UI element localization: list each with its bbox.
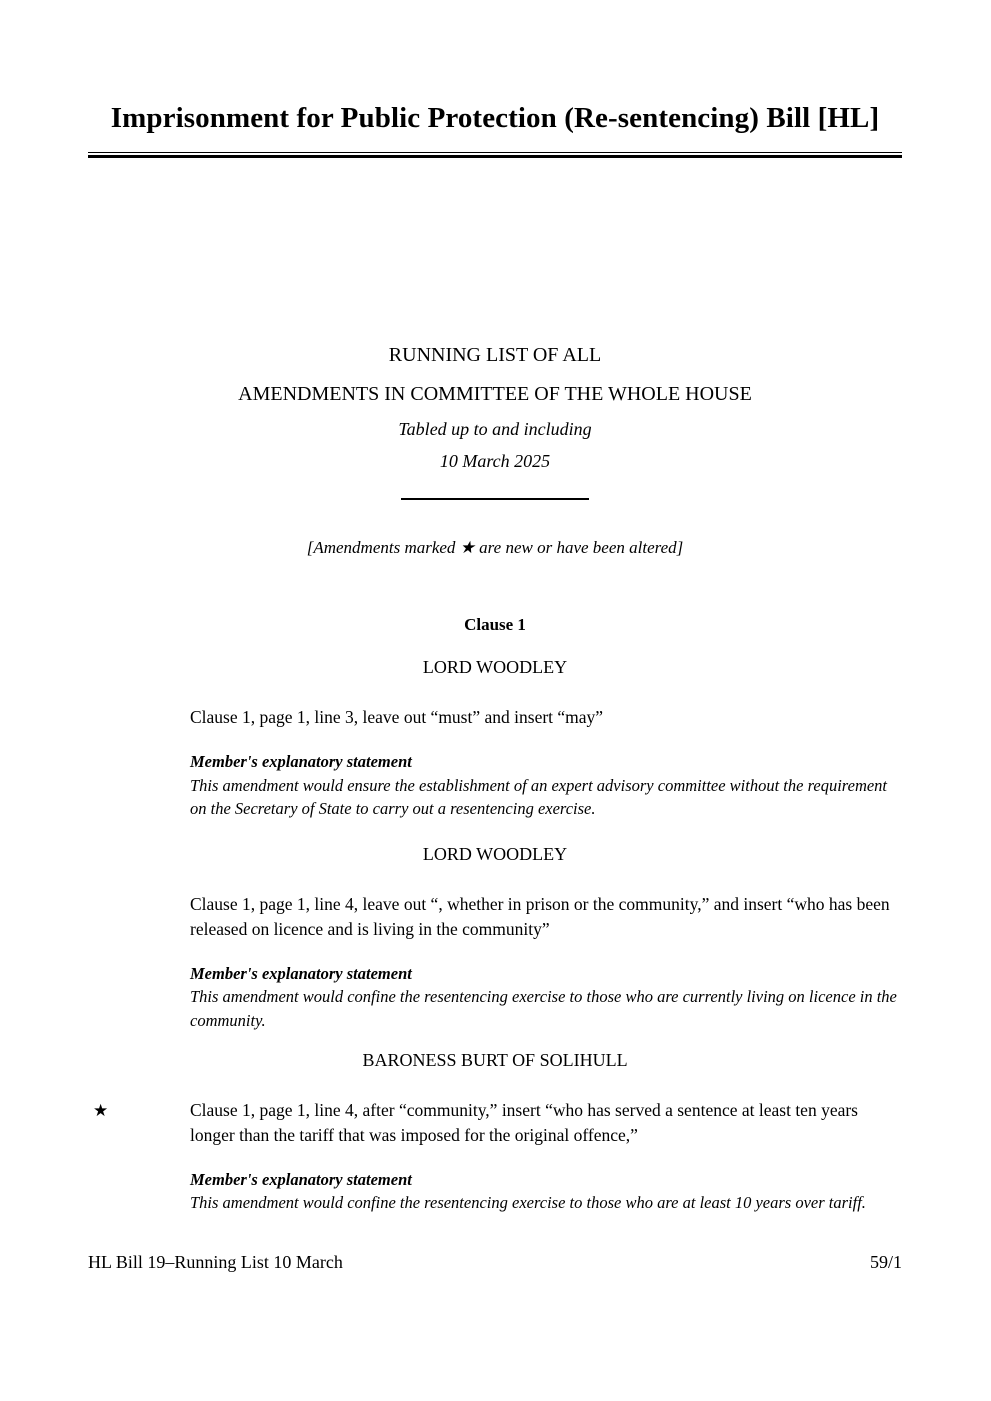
explanatory-text: This amendment would ensure the establishment of an expert advisory committee without the requirement on the Secretary of State to carry out a resentencing exercise. [190,775,888,818]
explanatory-heading: Member's explanatory statement [190,752,412,772]
page-title: Imprisonment for Public Protection (Re-sentencing) Bill [HL] [110,102,880,134]
amendment-body [88,1098,902,1214]
amendment-group [88,843,902,1032]
amendment-body [88,892,902,1032]
tabled-date: 10 March 2025 [439,450,551,471]
explanatory-statement [190,1169,900,1215]
amendment-text: Clause 1, page 1, line 4, after “community,” insert “who has served a sentence at least ten years longer than the tariff that was imposed for the original offence,” [190,1100,858,1146]
clause-heading: Clause 1 [464,615,526,634]
amendment-group [88,1049,902,1215]
title-rule-thick [88,155,902,158]
amendment-member-name: LORD WOODLEY [422,657,568,677]
tabled-label: Tabled up to and including [398,419,592,439]
explanatory-heading: Member's explanatory statement [190,964,412,984]
amendment-text: Clause 1, page 1, line 3, leave out “must” and insert “may” [190,707,604,728]
explanatory-statement [190,963,900,1032]
explanatory-text: This amendment would confine the resentencing exercise to those who are currently living on licence in the community. [190,987,897,1030]
header-divider-wrap [88,498,902,500]
page-footer [88,1252,902,1273]
amendment-text: Clause 1, page 1, line 4, leave out “, whether in prison or the community,” and insert “who has been released on licence and is living in the community” [190,894,890,940]
star-icon: ★ [93,1101,109,1121]
amendment-group [88,656,902,820]
title-rule-thin [88,152,902,153]
running-list-line-1: RUNNING LIST OF ALL [388,344,602,366]
amendment-member-name: BARONESS BURT OF SOLIHULL [362,1050,628,1070]
header-divider [401,498,589,500]
star-legend: [Amendments marked ★ are new or have been altered] [306,538,684,557]
title-block [88,100,902,158]
explanatory-heading: Member's explanatory statement [190,1170,412,1190]
running-list-header [88,336,902,500]
amendment-body [88,705,902,820]
footer-page-number: 59/1 [869,1252,902,1272]
title-double-rule [88,152,902,158]
amendment-member-name: LORD WOODLEY [422,844,568,864]
footer-bill-reference: HL Bill 19–Running List 10 March [88,1252,343,1272]
explanatory-text: This amendment would confine the resentencing exercise to those who are at least 10 years over tariff. [190,1193,866,1213]
running-list-line-2: AMENDMENTS IN COMMITTEE OF THE WHOLE HOUSE [238,383,752,405]
explanatory-statement [190,751,900,820]
